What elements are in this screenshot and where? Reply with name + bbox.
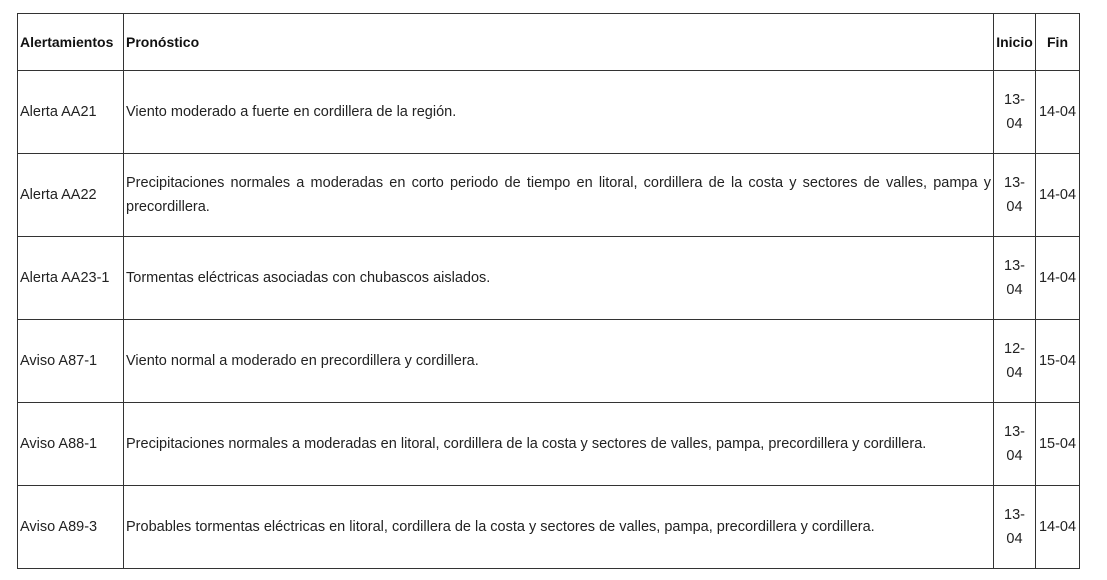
alert-forecast: Precipitaciones normales a moderadas en corto periodo de tiempo en litoral, cordillera de la costa y sectores de valles, pampa y precordillera. xyxy=(124,154,994,237)
alert-end-date: 15-04 xyxy=(1036,320,1080,403)
header-alertamientos: Alertamientos xyxy=(18,14,124,71)
header-inicio: Inicio xyxy=(994,14,1036,71)
alert-name: Aviso A89-3 xyxy=(18,486,124,569)
alert-end-date: 15-04 xyxy=(1036,403,1080,486)
alert-forecast: Probables tormentas eléctricas en litoral, cordillera de la costa y sectores de valles, pampa, precordillera y cordillera. xyxy=(124,486,994,569)
alert-name: Aviso A88-1 xyxy=(18,403,124,486)
alert-end-date: 14-04 xyxy=(1036,154,1080,237)
alert-start-date: 13-04 xyxy=(994,71,1036,154)
alert-end-date: 14-04 xyxy=(1036,71,1080,154)
table-row xyxy=(18,486,1080,569)
table-row xyxy=(18,403,1080,486)
table-row xyxy=(18,320,1080,403)
table-header-row xyxy=(18,14,1080,71)
alerts-table xyxy=(17,13,1080,569)
table-row xyxy=(18,71,1080,154)
alert-name: Alerta AA21 xyxy=(18,71,124,154)
alert-end-date: 14-04 xyxy=(1036,486,1080,569)
alert-start-date: 13-04 xyxy=(994,154,1036,237)
alert-forecast: Viento normal a moderado en precordillera y cordillera. xyxy=(124,320,994,403)
alert-end-date: 14-04 xyxy=(1036,237,1080,320)
alert-start-date: 13-04 xyxy=(994,486,1036,569)
table-row xyxy=(18,154,1080,237)
alert-start-date: 13-04 xyxy=(994,237,1036,320)
alert-name: Alerta AA23-1 xyxy=(18,237,124,320)
alert-start-date: 13-04 xyxy=(994,403,1036,486)
alert-forecast: Precipitaciones normales a moderadas en litoral, cordillera de la costa y sectores de valles, pampa, precordillera y cordillera. xyxy=(124,403,994,486)
alert-start-date: 12-04 xyxy=(994,320,1036,403)
alert-name: Aviso A87-1 xyxy=(18,320,124,403)
header-fin: Fin xyxy=(1036,14,1080,71)
alert-forecast: Viento moderado a fuerte en cordillera de la región. xyxy=(124,71,994,154)
header-pronostico: Pronóstico xyxy=(124,14,994,71)
alert-name: Alerta AA22 xyxy=(18,154,124,237)
table-row xyxy=(18,237,1080,320)
alert-forecast: Tormentas eléctricas asociadas con chubascos aislados. xyxy=(124,237,994,320)
